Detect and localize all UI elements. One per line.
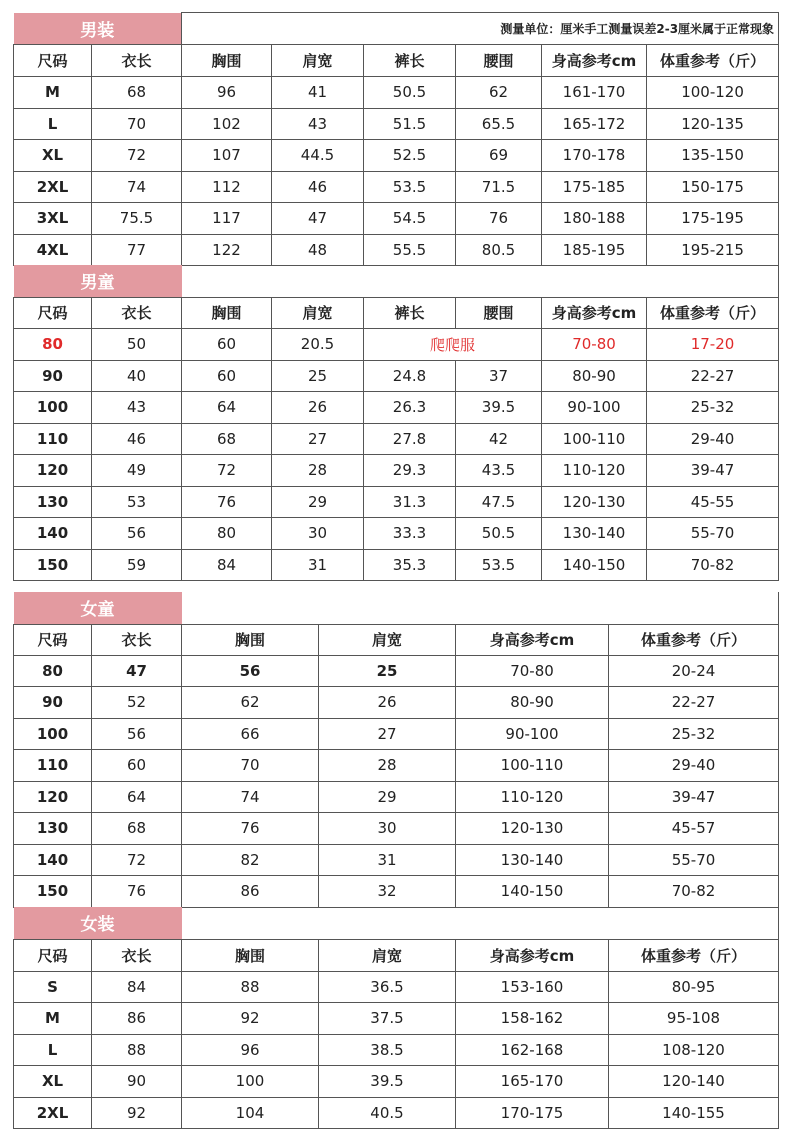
header-weight: 体重参考（斤） bbox=[647, 45, 779, 77]
weight-cell: 150-175 bbox=[647, 171, 779, 203]
shoulder-cell: 44.5 bbox=[272, 140, 364, 172]
pants-length-cell: 35.3 bbox=[364, 549, 456, 581]
shoulder-cell: 28 bbox=[319, 750, 456, 782]
size-cell: 120 bbox=[14, 455, 92, 487]
chest-cell: 76 bbox=[182, 813, 319, 845]
length-cell: 59 bbox=[92, 549, 182, 581]
height-cell: 165-172 bbox=[542, 108, 647, 140]
height-cell: 153-160 bbox=[456, 971, 609, 1003]
weight-cell: 108-120 bbox=[609, 1034, 779, 1066]
header-size: 尺码 bbox=[14, 45, 92, 77]
header-length: 衣长 bbox=[92, 624, 182, 655]
shoulder-cell: 29 bbox=[272, 486, 364, 518]
table-row bbox=[14, 876, 779, 908]
table-row bbox=[14, 392, 779, 424]
weight-cell: 25-32 bbox=[609, 718, 779, 750]
table-row bbox=[14, 328, 779, 360]
girls-size-table bbox=[13, 592, 779, 908]
size-cell: 110 bbox=[14, 750, 92, 782]
shoulder-cell: 36.5 bbox=[319, 971, 456, 1003]
shoulder-cell: 47 bbox=[272, 203, 364, 235]
header-weight: 体重参考（斤） bbox=[647, 297, 779, 328]
length-cell: 52 bbox=[92, 687, 182, 719]
size-cell: 80 bbox=[14, 655, 92, 687]
weight-cell: 70-82 bbox=[609, 876, 779, 908]
height-cell: 130-140 bbox=[542, 518, 647, 550]
weight-cell: 39-47 bbox=[647, 455, 779, 487]
length-cell: 50 bbox=[92, 328, 182, 360]
chest-cell: 104 bbox=[182, 1097, 319, 1129]
chest-cell: 96 bbox=[182, 77, 272, 109]
women-header-row bbox=[14, 939, 779, 971]
size-cell: 100 bbox=[14, 392, 92, 424]
size-cell: 140 bbox=[14, 844, 92, 876]
waist-cell: 53.5 bbox=[456, 549, 542, 581]
boys-header-row bbox=[14, 297, 779, 328]
waist-cell: 71.5 bbox=[456, 171, 542, 203]
height-cell: 161-170 bbox=[542, 77, 647, 109]
header-height: 身高参考cm bbox=[456, 624, 609, 655]
table-row bbox=[14, 77, 779, 109]
height-cell: 170-178 bbox=[542, 140, 647, 172]
romper-note-cell: 爬爬服 bbox=[364, 328, 542, 360]
header-shoulder: 肩宽 bbox=[319, 624, 456, 655]
size-cell: 4XL bbox=[14, 234, 92, 266]
shoulder-cell: 40.5 bbox=[319, 1097, 456, 1129]
weight-cell: 29-40 bbox=[647, 423, 779, 455]
waist-cell: 47.5 bbox=[456, 486, 542, 518]
shoulder-cell: 30 bbox=[319, 813, 456, 845]
header-shoulder: 肩宽 bbox=[272, 45, 364, 77]
chest-cell: 66 bbox=[182, 718, 319, 750]
girls-section-title: 女童 bbox=[14, 592, 182, 624]
height-cell: 140-150 bbox=[456, 876, 609, 908]
size-cell: M bbox=[14, 1003, 92, 1035]
header-shoulder: 肩宽 bbox=[272, 297, 364, 328]
table-row bbox=[14, 108, 779, 140]
height-cell: 140-150 bbox=[542, 549, 647, 581]
weight-cell: 39-47 bbox=[609, 781, 779, 813]
size-cell: 2XL bbox=[14, 171, 92, 203]
girls-header-row bbox=[14, 624, 779, 655]
weight-cell: 45-55 bbox=[647, 486, 779, 518]
pants-length-cell: 51.5 bbox=[364, 108, 456, 140]
header-size: 尺码 bbox=[14, 297, 92, 328]
height-cell: 80-90 bbox=[542, 360, 647, 392]
waist-cell: 69 bbox=[456, 140, 542, 172]
header-pants-length: 裤长 bbox=[364, 297, 456, 328]
chest-cell: 76 bbox=[182, 486, 272, 518]
length-cell: 76 bbox=[92, 876, 182, 908]
table-row bbox=[14, 813, 779, 845]
height-cell: 162-168 bbox=[456, 1034, 609, 1066]
pants-length-cell: 50.5 bbox=[364, 77, 456, 109]
boys-section-title: 男童 bbox=[14, 265, 182, 297]
length-cell: 47 bbox=[92, 655, 182, 687]
table-row bbox=[14, 781, 779, 813]
length-cell: 72 bbox=[92, 844, 182, 876]
header-height: 身高参考cm bbox=[542, 45, 647, 77]
men-header-row bbox=[14, 45, 779, 77]
header-shoulder: 肩宽 bbox=[319, 939, 456, 971]
table-row bbox=[14, 518, 779, 550]
header-chest: 胸围 bbox=[182, 939, 319, 971]
height-cell: 185-195 bbox=[542, 234, 647, 266]
chest-cell: 92 bbox=[182, 1003, 319, 1035]
size-cell: 90 bbox=[14, 687, 92, 719]
measurement-note: 测量单位：厘米手工测量误差2-3厘米属于正常现象 bbox=[182, 13, 779, 45]
chest-cell: 112 bbox=[182, 171, 272, 203]
weight-cell: 195-215 bbox=[647, 234, 779, 266]
size-cell: XL bbox=[14, 140, 92, 172]
chest-cell: 102 bbox=[182, 108, 272, 140]
chest-cell: 86 bbox=[182, 876, 319, 908]
pants-length-cell: 54.5 bbox=[364, 203, 456, 235]
length-cell: 46 bbox=[92, 423, 182, 455]
table-row bbox=[14, 1066, 779, 1098]
pants-length-cell: 53.5 bbox=[364, 171, 456, 203]
chest-cell: 100 bbox=[182, 1066, 319, 1098]
header-waist: 腰围 bbox=[456, 297, 542, 328]
chest-cell: 74 bbox=[182, 781, 319, 813]
length-cell: 68 bbox=[92, 813, 182, 845]
shoulder-cell: 39.5 bbox=[319, 1066, 456, 1098]
chest-cell: 122 bbox=[182, 234, 272, 266]
length-cell: 68 bbox=[92, 77, 182, 109]
pants-length-cell: 33.3 bbox=[364, 518, 456, 550]
table-row bbox=[14, 140, 779, 172]
waist-cell: 76 bbox=[456, 203, 542, 235]
height-cell: 90-100 bbox=[456, 718, 609, 750]
weight-cell: 55-70 bbox=[647, 518, 779, 550]
table-row bbox=[14, 844, 779, 876]
shoulder-cell: 48 bbox=[272, 234, 364, 266]
weight-cell: 22-27 bbox=[647, 360, 779, 392]
weight-cell: 80-95 bbox=[609, 971, 779, 1003]
table-row bbox=[14, 971, 779, 1003]
length-cell: 64 bbox=[92, 781, 182, 813]
table-row bbox=[14, 1097, 779, 1129]
header-length: 衣长 bbox=[92, 939, 182, 971]
height-cell: 70-80 bbox=[542, 328, 647, 360]
weight-cell: 120-140 bbox=[609, 1066, 779, 1098]
length-cell: 60 bbox=[92, 750, 182, 782]
waist-cell: 62 bbox=[456, 77, 542, 109]
shoulder-cell: 37.5 bbox=[319, 1003, 456, 1035]
size-cell: 90 bbox=[14, 360, 92, 392]
table-row bbox=[14, 687, 779, 719]
length-cell: 56 bbox=[92, 718, 182, 750]
height-cell: 120-130 bbox=[456, 813, 609, 845]
header-length: 衣长 bbox=[92, 297, 182, 328]
header-pants-length: 裤长 bbox=[364, 45, 456, 77]
women-size-table bbox=[13, 907, 779, 1129]
size-cell: S bbox=[14, 971, 92, 1003]
header-height: 身高参考cm bbox=[456, 939, 609, 971]
length-cell: 84 bbox=[92, 971, 182, 1003]
length-cell: 77 bbox=[92, 234, 182, 266]
chest-cell: 60 bbox=[182, 360, 272, 392]
waist-cell: 43.5 bbox=[456, 455, 542, 487]
chest-cell: 68 bbox=[182, 423, 272, 455]
length-cell: 75.5 bbox=[92, 203, 182, 235]
size-cell: 130 bbox=[14, 813, 92, 845]
shoulder-cell: 32 bbox=[319, 876, 456, 908]
header-chest: 胸围 bbox=[182, 45, 272, 77]
table-row bbox=[14, 171, 779, 203]
shoulder-cell: 28 bbox=[272, 455, 364, 487]
weight-cell: 22-27 bbox=[609, 687, 779, 719]
length-cell: 70 bbox=[92, 108, 182, 140]
weight-cell: 29-40 bbox=[609, 750, 779, 782]
waist-cell: 80.5 bbox=[456, 234, 542, 266]
chest-cell: 84 bbox=[182, 549, 272, 581]
shoulder-cell: 41 bbox=[272, 77, 364, 109]
size-cell: 2XL bbox=[14, 1097, 92, 1129]
chest-cell: 117 bbox=[182, 203, 272, 235]
chest-cell: 60 bbox=[182, 328, 272, 360]
table-row bbox=[14, 455, 779, 487]
table-row bbox=[14, 655, 779, 687]
size-cell: 110 bbox=[14, 423, 92, 455]
header-weight: 体重参考（斤） bbox=[609, 939, 779, 971]
size-cell: L bbox=[14, 108, 92, 140]
chest-cell: 80 bbox=[182, 518, 272, 550]
weight-cell: 95-108 bbox=[609, 1003, 779, 1035]
chest-cell: 72 bbox=[182, 455, 272, 487]
weight-cell: 175-195 bbox=[647, 203, 779, 235]
table-row bbox=[14, 234, 779, 266]
length-cell: 86 bbox=[92, 1003, 182, 1035]
size-cell: L bbox=[14, 1034, 92, 1066]
shoulder-cell: 46 bbox=[272, 171, 364, 203]
weight-cell: 17-20 bbox=[647, 328, 779, 360]
weight-cell: 25-32 bbox=[647, 392, 779, 424]
height-cell: 70-80 bbox=[456, 655, 609, 687]
table-row bbox=[14, 750, 779, 782]
waist-cell: 65.5 bbox=[456, 108, 542, 140]
size-cell: 120 bbox=[14, 781, 92, 813]
shoulder-cell: 25 bbox=[272, 360, 364, 392]
header-size: 尺码 bbox=[14, 939, 92, 971]
shoulder-cell: 26 bbox=[319, 687, 456, 719]
weight-cell: 140-155 bbox=[609, 1097, 779, 1129]
pants-length-cell: 26.3 bbox=[364, 392, 456, 424]
height-cell: 90-100 bbox=[542, 392, 647, 424]
length-cell: 92 bbox=[92, 1097, 182, 1129]
pants-length-cell: 55.5 bbox=[364, 234, 456, 266]
boys-size-table bbox=[13, 265, 779, 581]
table-row bbox=[14, 1034, 779, 1066]
weight-cell: 135-150 bbox=[647, 140, 779, 172]
pants-length-cell: 24.8 bbox=[364, 360, 456, 392]
height-cell: 80-90 bbox=[456, 687, 609, 719]
shoulder-cell: 43 bbox=[272, 108, 364, 140]
height-cell: 180-188 bbox=[542, 203, 647, 235]
shoulder-cell: 30 bbox=[272, 518, 364, 550]
size-cell: XL bbox=[14, 1066, 92, 1098]
length-cell: 90 bbox=[92, 1066, 182, 1098]
height-cell: 158-162 bbox=[456, 1003, 609, 1035]
men-section-title: 男装 bbox=[14, 13, 182, 45]
waist-cell: 42 bbox=[456, 423, 542, 455]
length-cell: 40 bbox=[92, 360, 182, 392]
waist-cell: 39.5 bbox=[456, 392, 542, 424]
height-cell: 110-120 bbox=[456, 781, 609, 813]
men-size-table bbox=[13, 12, 779, 266]
pants-length-cell: 27.8 bbox=[364, 423, 456, 455]
shoulder-cell: 31 bbox=[272, 549, 364, 581]
table-row bbox=[14, 486, 779, 518]
height-cell: 100-110 bbox=[456, 750, 609, 782]
size-cell: 130 bbox=[14, 486, 92, 518]
header-chest: 胸围 bbox=[182, 624, 319, 655]
height-cell: 170-175 bbox=[456, 1097, 609, 1129]
table-row bbox=[14, 203, 779, 235]
height-cell: 175-185 bbox=[542, 171, 647, 203]
chest-cell: 70 bbox=[182, 750, 319, 782]
header-chest: 胸围 bbox=[182, 297, 272, 328]
size-cell: 150 bbox=[14, 549, 92, 581]
weight-cell: 120-135 bbox=[647, 108, 779, 140]
weight-cell: 55-70 bbox=[609, 844, 779, 876]
size-cell: 80 bbox=[14, 328, 92, 360]
size-cell: M bbox=[14, 77, 92, 109]
women-section-title: 女装 bbox=[14, 907, 182, 939]
shoulder-cell: 26 bbox=[272, 392, 364, 424]
header-height: 身高参考cm bbox=[542, 297, 647, 328]
shoulder-cell: 25 bbox=[319, 655, 456, 687]
length-cell: 49 bbox=[92, 455, 182, 487]
waist-cell: 37 bbox=[456, 360, 542, 392]
waist-cell: 50.5 bbox=[456, 518, 542, 550]
size-cell: 140 bbox=[14, 518, 92, 550]
table-row bbox=[14, 1003, 779, 1035]
weight-cell: 45-57 bbox=[609, 813, 779, 845]
shoulder-cell: 38.5 bbox=[319, 1034, 456, 1066]
length-cell: 43 bbox=[92, 392, 182, 424]
pants-length-cell: 31.3 bbox=[364, 486, 456, 518]
height-cell: 110-120 bbox=[542, 455, 647, 487]
table-row bbox=[14, 360, 779, 392]
height-cell: 120-130 bbox=[542, 486, 647, 518]
pants-length-cell: 52.5 bbox=[364, 140, 456, 172]
size-cell: 150 bbox=[14, 876, 92, 908]
size-cell: 3XL bbox=[14, 203, 92, 235]
shoulder-cell: 20.5 bbox=[272, 328, 364, 360]
chest-cell: 96 bbox=[182, 1034, 319, 1066]
chest-cell: 88 bbox=[182, 971, 319, 1003]
height-cell: 130-140 bbox=[456, 844, 609, 876]
chest-cell: 107 bbox=[182, 140, 272, 172]
weight-cell: 100-120 bbox=[647, 77, 779, 109]
length-cell: 74 bbox=[92, 171, 182, 203]
chest-cell: 62 bbox=[182, 687, 319, 719]
chest-cell: 56 bbox=[182, 655, 319, 687]
header-length: 衣长 bbox=[92, 45, 182, 77]
header-size: 尺码 bbox=[14, 624, 92, 655]
chest-cell: 82 bbox=[182, 844, 319, 876]
chest-cell: 64 bbox=[182, 392, 272, 424]
shoulder-cell: 27 bbox=[272, 423, 364, 455]
table-row bbox=[14, 718, 779, 750]
length-cell: 88 bbox=[92, 1034, 182, 1066]
table-row bbox=[14, 423, 779, 455]
size-cell: 100 bbox=[14, 718, 92, 750]
weight-cell: 20-24 bbox=[609, 655, 779, 687]
length-cell: 72 bbox=[92, 140, 182, 172]
shoulder-cell: 29 bbox=[319, 781, 456, 813]
length-cell: 53 bbox=[92, 486, 182, 518]
length-cell: 56 bbox=[92, 518, 182, 550]
weight-cell: 70-82 bbox=[647, 549, 779, 581]
pants-length-cell: 29.3 bbox=[364, 455, 456, 487]
height-cell: 100-110 bbox=[542, 423, 647, 455]
height-cell: 165-170 bbox=[456, 1066, 609, 1098]
table-row bbox=[14, 549, 779, 581]
header-weight: 体重参考（斤） bbox=[609, 624, 779, 655]
shoulder-cell: 27 bbox=[319, 718, 456, 750]
shoulder-cell: 31 bbox=[319, 844, 456, 876]
header-waist: 腰围 bbox=[456, 45, 542, 77]
